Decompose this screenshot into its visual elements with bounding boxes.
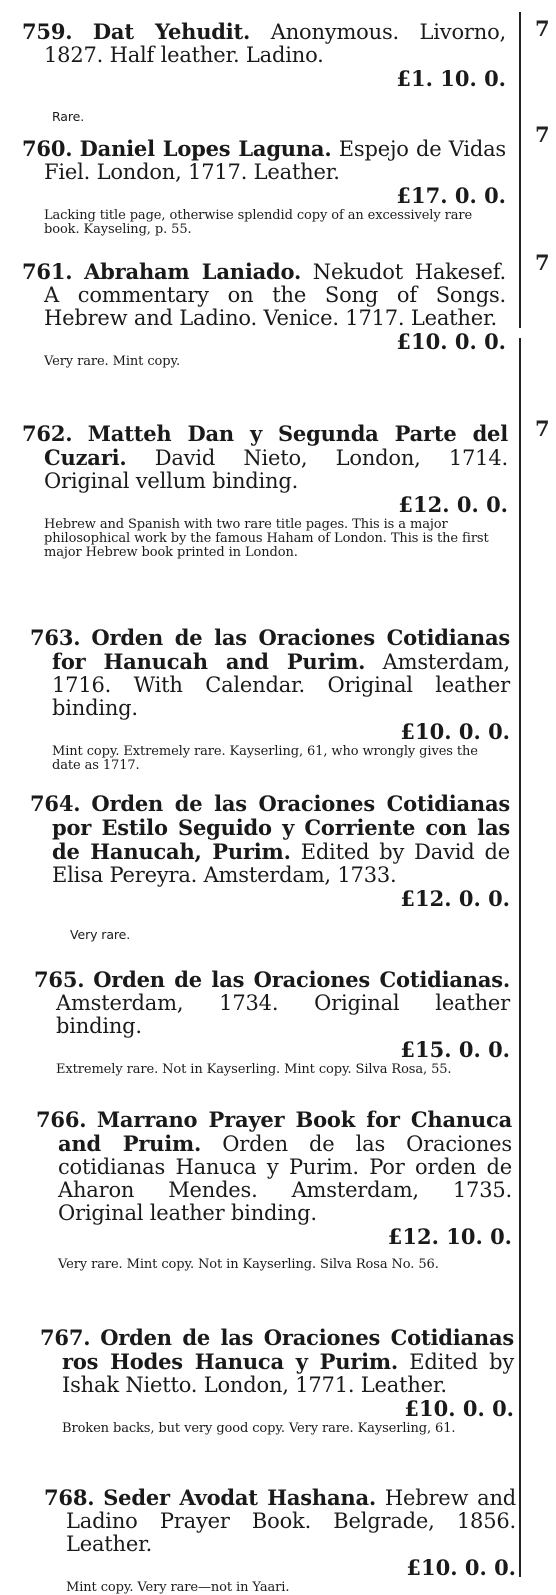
entry-number: 767. bbox=[40, 1325, 91, 1350]
entry-title: Matteh Dan y Segunda Parte del Cuzari. bbox=[44, 421, 508, 470]
entry-description: Anonymous. Livorno, 1827. Half leather. Ladino. bbox=[44, 20, 506, 67]
catalogue-entry-767 bbox=[40, 1326, 514, 1436]
catalogue-entry-761 bbox=[22, 260, 506, 369]
entry-price: £15. 0. 0. bbox=[400, 1037, 510, 1062]
next-column-number-fragment: 7 bbox=[535, 124, 550, 145]
entry-number: 761. bbox=[22, 259, 73, 284]
entry-title: Orden de las Oraciones Cotidianas por Estilo Seguido y Corriente con las de Hanucah, Purim. bbox=[52, 791, 510, 864]
entry-number: 763. bbox=[30, 625, 81, 650]
catalogue-entry-759 bbox=[22, 20, 506, 124]
entry-note: Very rare. Mint copy. Not in Kayserling. Silva Rosa No. 56. bbox=[58, 1257, 439, 1272]
column-divider-gap bbox=[517, 328, 525, 338]
entry-title: Seder Avodat Hashana. bbox=[103, 1485, 376, 1510]
entry-description: Edited by Ishak Nietto. London, 1771. Leather. bbox=[62, 1350, 514, 1397]
entry-price: £10. 0. 0. bbox=[396, 329, 506, 354]
next-column-number-fragment: 7 bbox=[535, 252, 550, 273]
entry-description: Amsterdam, 1734. Original leather binding. bbox=[56, 991, 510, 1038]
entry-price: £10. 0. 0. bbox=[404, 1396, 514, 1421]
entry-number: 765. bbox=[34, 967, 85, 992]
entry-number: 766. bbox=[36, 1107, 87, 1132]
entry-description: Espejo de Vidas Fiel. London, 1717. Leather. bbox=[44, 137, 506, 184]
entry-description: David Nieto, London, 1714. Original vellum binding. bbox=[44, 446, 508, 493]
entry-description: Amsterdam, 1716. With Calendar. Original leather binding. bbox=[52, 650, 510, 720]
entry-note: Hebrew and Spanish with two rare title pages. This is a major philosophical work by the famous Haham of London. This is the first major Hebrew book printed in London. bbox=[44, 517, 489, 560]
entry-price: £17. 0. 0. bbox=[396, 183, 506, 208]
entry-price: £1. 10. 0. bbox=[396, 66, 506, 91]
entry-note: Very rare. Mint copy. bbox=[44, 354, 180, 369]
entry-number: 759. bbox=[22, 19, 73, 44]
catalogue-entry-764 bbox=[30, 792, 510, 942]
entry-title: Daniel Lopes Laguna. bbox=[79, 136, 332, 161]
entry-description: Nekudot Hakesef. A commentary on the Song of Songs. Hebrew and Ladino. Venice. 1717. Leather. bbox=[44, 260, 506, 330]
entry-number: 760. bbox=[22, 136, 73, 161]
entry-description: Hebrew and Ladino Prayer Book. Belgrade, 1856. Leather. bbox=[66, 1486, 517, 1556]
column-divider bbox=[519, 12, 521, 1577]
entry-note: Mint copy. Very rare—not in Yaari. bbox=[66, 1580, 290, 1595]
catalogue-entry-765 bbox=[34, 968, 510, 1077]
entry-note: Mint copy. Extremely rare. Kayserling, 61, who wrongly gives the date as 1717. bbox=[52, 744, 478, 773]
entry-title: Orden de las Oraciones Cotidianas. bbox=[93, 967, 510, 992]
entry-number: 764. bbox=[30, 791, 81, 816]
entry-description: Edited by David de Elisa Pereyra. Amsterdam, 1733. bbox=[52, 840, 511, 887]
entry-title: Orden de las Oraciones Cotidianas ros Hodes Hanuca y Purim. bbox=[62, 1325, 514, 1374]
entry-title: Dat Yehudit. bbox=[92, 19, 251, 44]
catalogue-entry-760 bbox=[22, 137, 506, 237]
entry-price: £12. 10. 0. bbox=[387, 1224, 512, 1249]
catalogue-entry-766 bbox=[36, 1108, 512, 1272]
entry-price: £12. 0. 0. bbox=[400, 886, 510, 911]
entry-note: Rare. bbox=[52, 109, 85, 124]
entry-note: Lacking title page, otherwise splendid copy of an excessively rare book. Kayseling, p. 55. bbox=[44, 208, 473, 237]
next-column-number-fragment: 7 bbox=[535, 18, 550, 39]
entry-note: Broken backs, but very good copy. Very rare. Kayserling, 61. bbox=[62, 1421, 456, 1436]
entry-price: £10. 0. 0. bbox=[406, 1555, 516, 1580]
entry-description: Orden de las Oraciones cotidianas Hanuca y Purim. Por orden de Aharon Mendes. Amsterdam, 1735. Original leather binding. bbox=[58, 1132, 512, 1225]
entry-price: £12. 0. 0. bbox=[398, 492, 508, 517]
entry-title: Marrano Prayer Book for Chanuca and Pruim. bbox=[58, 1107, 512, 1156]
entry-number: 768. bbox=[44, 1485, 95, 1510]
entry-number: 762. bbox=[22, 421, 73, 446]
entry-title: Orden de las Oraciones Cotidianas for Hanucah and Purim. bbox=[52, 625, 510, 674]
catalogue-entry-762 bbox=[22, 422, 508, 560]
entry-title: Abraham Laniado. bbox=[84, 259, 302, 284]
catalogue-entry-768 bbox=[44, 1486, 516, 1595]
entry-note: Very rare. bbox=[70, 927, 131, 942]
entry-note: Extremely rare. Not in Kayserling. Mint copy. Silva Rosa, 55. bbox=[56, 1062, 452, 1077]
catalogue-entry-763 bbox=[30, 626, 510, 773]
entry-price: £10. 0. 0. bbox=[400, 719, 510, 744]
next-column-number-fragment: 7 bbox=[535, 418, 550, 439]
